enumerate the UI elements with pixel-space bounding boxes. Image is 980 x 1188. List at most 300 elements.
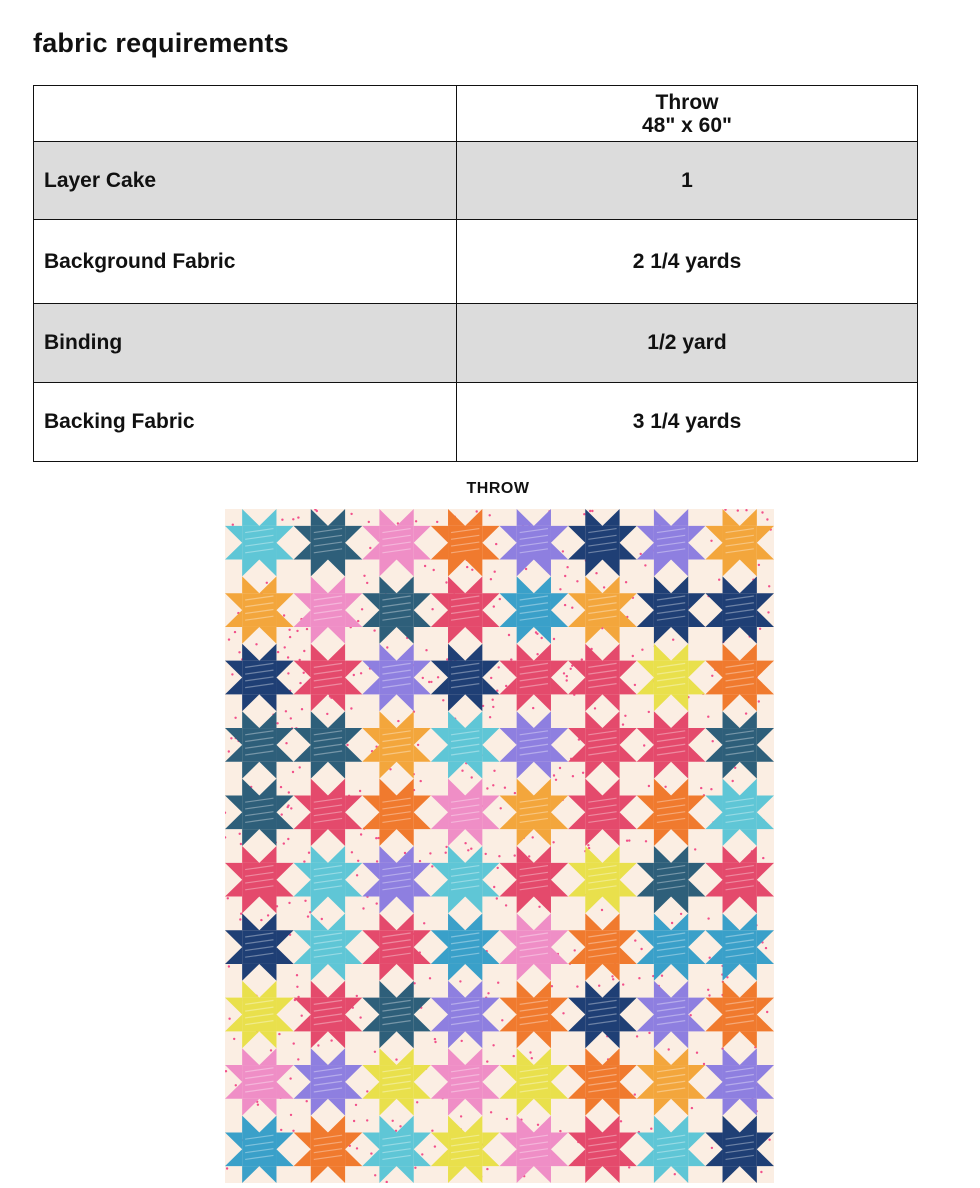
- background-dot: [289, 636, 291, 638]
- background-dot: [270, 1049, 272, 1051]
- background-dot: [287, 804, 289, 806]
- background-dot: [559, 588, 561, 590]
- background-dot: [434, 1041, 436, 1043]
- table-row: [34, 142, 918, 220]
- background-dot: [624, 715, 626, 717]
- background-dot: [690, 1014, 692, 1016]
- background-dot: [362, 907, 364, 909]
- background-dot: [303, 672, 305, 674]
- background-dot: [490, 578, 492, 580]
- background-dot: [707, 716, 709, 718]
- quilt-caption: THROW: [466, 480, 530, 497]
- background-dot: [497, 982, 499, 984]
- background-dot: [536, 633, 538, 635]
- background-dot: [235, 1084, 237, 1086]
- background-dot: [395, 1058, 397, 1060]
- background-dot: [266, 582, 268, 584]
- background-dot: [768, 1139, 770, 1141]
- background-dot: [471, 569, 473, 571]
- background-dot: [489, 514, 491, 516]
- background-dot: [712, 740, 714, 742]
- background-dot: [595, 572, 597, 574]
- background-dot: [661, 975, 663, 977]
- background-dot: [696, 1052, 698, 1054]
- background-dot: [238, 651, 240, 653]
- background-dot: [284, 646, 286, 648]
- background-dot: [628, 839, 630, 841]
- background-dot: [626, 840, 628, 842]
- background-dot: [634, 939, 636, 941]
- background-dot: [459, 980, 461, 982]
- background-dot: [281, 813, 283, 815]
- background-dot: [419, 860, 421, 862]
- background-dot: [290, 1114, 292, 1116]
- background-dot: [576, 580, 578, 582]
- background-dot: [589, 510, 591, 512]
- background-dot: [228, 750, 230, 752]
- background-dot: [280, 1129, 282, 1131]
- background-dot: [466, 566, 468, 568]
- background-dot: [228, 965, 230, 967]
- background-dot: [471, 776, 473, 778]
- row-amount: 3 1/4 yards: [457, 383, 918, 462]
- background-dot: [234, 717, 236, 719]
- background-dot: [330, 1039, 332, 1041]
- background-dot: [552, 841, 554, 843]
- background-dot: [611, 975, 613, 977]
- background-dot: [461, 770, 463, 772]
- table-header-row: [34, 86, 918, 142]
- background-dot: [234, 631, 236, 633]
- background-dot: [566, 675, 568, 677]
- background-dot: [564, 575, 566, 577]
- background-dot: [287, 672, 289, 674]
- background-dot: [226, 1167, 228, 1169]
- background-dot: [296, 974, 298, 976]
- background-dot: [369, 547, 371, 549]
- background-dot: [493, 605, 495, 607]
- background-dot: [492, 706, 494, 708]
- background-dot: [494, 571, 496, 573]
- row-amount: 2 1/4 yards: [457, 220, 918, 304]
- background-dot: [563, 672, 565, 674]
- background-dot: [377, 837, 379, 839]
- background-dot: [710, 788, 712, 790]
- background-dot: [428, 681, 430, 683]
- background-dot: [425, 649, 427, 651]
- background-dot: [486, 1168, 488, 1170]
- background-dot: [278, 1033, 280, 1035]
- background-dot: [506, 1118, 508, 1120]
- background-dot: [536, 653, 538, 655]
- background-dot: [571, 607, 573, 609]
- background-dot: [513, 1055, 515, 1057]
- background-dot: [767, 611, 769, 613]
- background-dot: [357, 620, 359, 622]
- background-dot: [709, 957, 711, 959]
- background-dot: [603, 586, 605, 588]
- background-dot: [640, 553, 642, 555]
- background-dot: [368, 521, 370, 523]
- background-dot: [370, 1152, 372, 1154]
- background-dot: [257, 1104, 259, 1106]
- background-dot: [283, 842, 285, 844]
- background-dot: [303, 650, 305, 652]
- background-dot: [416, 1101, 418, 1103]
- background-dot: [351, 851, 353, 853]
- background-dot: [297, 516, 299, 518]
- background-dot: [296, 986, 298, 988]
- background-dot: [476, 510, 478, 512]
- background-dot: [239, 918, 241, 920]
- background-dot: [492, 784, 494, 786]
- background-dot: [374, 1174, 376, 1176]
- background-dot: [703, 1063, 705, 1065]
- background-dot: [437, 676, 439, 678]
- background-dot: [505, 904, 507, 906]
- background-dot: [467, 849, 469, 851]
- background-dot: [648, 1032, 650, 1034]
- row-item: Background Fabric: [34, 220, 457, 304]
- background-dot: [532, 707, 534, 709]
- background-dot: [628, 1166, 630, 1168]
- background-dot: [570, 668, 572, 670]
- background-dot: [514, 854, 516, 856]
- background-dot: [356, 995, 358, 997]
- background-dot: [290, 807, 292, 809]
- background-dot: [566, 566, 568, 568]
- background-dot: [581, 658, 583, 660]
- background-dot: [376, 860, 378, 862]
- background-dot: [493, 770, 495, 772]
- row-item: Layer Cake: [34, 142, 457, 220]
- header-size-cell: [457, 86, 918, 142]
- background-dot: [492, 1044, 494, 1046]
- background-dot: [433, 569, 435, 571]
- row-amount: 1: [457, 142, 918, 220]
- background-dot: [487, 992, 489, 994]
- background-dot: [572, 775, 574, 777]
- background-dot: [359, 790, 361, 792]
- background-dot: [413, 982, 415, 984]
- background-dot: [297, 1058, 299, 1060]
- background-dot: [376, 902, 378, 904]
- background-dot: [434, 1038, 436, 1040]
- background-dot: [551, 985, 553, 987]
- table-row: [34, 383, 918, 462]
- background-dot: [399, 1125, 401, 1127]
- background-dot: [228, 1018, 230, 1020]
- background-dot: [640, 948, 642, 950]
- background-dot: [737, 509, 739, 511]
- background-dot: [707, 917, 709, 919]
- background-dot: [232, 524, 234, 526]
- background-dot: [289, 1077, 291, 1079]
- background-dot: [424, 565, 426, 567]
- background-dot: [531, 1057, 533, 1059]
- background-dot: [288, 791, 290, 793]
- background-dot: [710, 540, 712, 542]
- background-dot: [644, 564, 646, 566]
- quilt-svg: [225, 509, 774, 1183]
- background-dot: [537, 1124, 539, 1126]
- background-dot: [510, 658, 512, 660]
- background-dot: [745, 509, 747, 511]
- background-dot: [277, 651, 279, 653]
- background-dot: [361, 608, 363, 610]
- background-dot: [504, 787, 506, 789]
- background-dot: [680, 913, 682, 915]
- background-dot: [498, 666, 500, 668]
- background-dot: [500, 807, 502, 809]
- background-dot: [301, 708, 303, 710]
- background-dot: [292, 518, 294, 520]
- background-dot: [745, 712, 747, 714]
- background-dot: [668, 1048, 670, 1050]
- background-dot: [576, 985, 578, 987]
- background-dot: [622, 983, 624, 985]
- background-dot: [299, 766, 301, 768]
- background-dot: [594, 707, 596, 709]
- background-dot: [287, 656, 289, 658]
- background-dot: [283, 614, 285, 616]
- background-dot: [303, 860, 305, 862]
- background-dot: [759, 628, 761, 630]
- background-dot: [296, 630, 298, 632]
- background-dot: [429, 977, 431, 979]
- quilt-background: [225, 509, 774, 1183]
- background-dot: [346, 744, 348, 746]
- background-dot: [436, 521, 438, 523]
- background-dot: [492, 699, 494, 701]
- size-name: Throw: [655, 90, 719, 114]
- background-dot: [429, 852, 431, 854]
- background-dot: [501, 1019, 503, 1021]
- background-dot: [464, 842, 466, 844]
- background-dot: [672, 639, 674, 641]
- background-dot: [422, 677, 424, 679]
- size-dimensions: 48" x 60": [642, 113, 732, 137]
- background-dot: [532, 836, 534, 838]
- background-dot: [765, 947, 767, 949]
- background-dot: [288, 902, 290, 904]
- background-dot: [445, 852, 447, 854]
- background-dot: [317, 1044, 319, 1046]
- background-dot: [267, 914, 269, 916]
- background-dot: [768, 585, 770, 587]
- background-dot: [239, 833, 241, 835]
- background-dot: [498, 855, 500, 857]
- background-dot: [326, 713, 328, 715]
- background-dot: [636, 1035, 638, 1037]
- background-dot: [485, 853, 487, 855]
- background-dot: [508, 634, 510, 636]
- background-dot: [353, 1120, 355, 1122]
- background-dot: [758, 700, 760, 702]
- background-dot: [497, 867, 499, 869]
- background-dot: [638, 977, 640, 979]
- background-dot: [414, 1167, 416, 1169]
- background-dot: [625, 581, 627, 583]
- background-dot: [598, 985, 600, 987]
- background-dot: [691, 1107, 693, 1109]
- background-dot: [430, 681, 432, 683]
- background-dot: [528, 855, 530, 857]
- background-dot: [732, 780, 734, 782]
- background-dot: [288, 629, 290, 631]
- background-dot: [350, 707, 352, 709]
- background-dot: [420, 780, 422, 782]
- background-dot: [490, 1111, 492, 1113]
- background-dot: [299, 682, 301, 684]
- background-dot: [293, 1042, 295, 1044]
- background-dot: [292, 1130, 294, 1132]
- background-dot: [445, 846, 447, 848]
- background-dot: [285, 710, 287, 712]
- background-dot: [373, 629, 375, 631]
- background-dot: [529, 1051, 531, 1053]
- background-dot: [306, 628, 308, 630]
- background-dot: [360, 672, 362, 674]
- background-dot: [674, 1173, 676, 1175]
- background-dot: [304, 900, 306, 902]
- background-dot: [431, 1130, 433, 1132]
- background-dot: [321, 918, 323, 920]
- background-dot: [374, 1051, 376, 1053]
- background-dot: [643, 744, 645, 746]
- background-dot: [490, 677, 492, 679]
- background-dot: [470, 848, 472, 850]
- background-dot: [601, 909, 603, 911]
- background-dot: [591, 510, 593, 512]
- background-dot: [538, 906, 540, 908]
- background-dot: [525, 568, 527, 570]
- background-dot: [587, 844, 589, 846]
- background-dot: [308, 852, 310, 854]
- background-dot: [255, 643, 257, 645]
- background-dot: [559, 767, 561, 769]
- background-dot: [431, 608, 433, 610]
- background-dot: [648, 711, 650, 713]
- background-dot: [489, 716, 491, 718]
- background-dot: [486, 787, 488, 789]
- background-dot: [650, 1128, 652, 1130]
- background-dot: [292, 771, 294, 773]
- row-item: Backing Fabric: [34, 383, 457, 462]
- background-dot: [356, 1147, 358, 1149]
- background-dot: [761, 511, 763, 513]
- background-dot: [363, 575, 365, 577]
- background-dot: [366, 1090, 368, 1092]
- background-dot: [240, 913, 242, 915]
- background-dot: [718, 579, 720, 581]
- background-dot: [574, 949, 576, 951]
- background-dot: [386, 646, 388, 648]
- background-dot: [306, 1100, 308, 1102]
- background-dot: [228, 638, 230, 640]
- background-dot: [421, 1153, 423, 1155]
- background-dot: [664, 786, 666, 788]
- background-dot: [260, 919, 262, 921]
- background-dot: [553, 774, 555, 776]
- header-empty-cell: [34, 86, 457, 142]
- background-dot: [276, 722, 278, 724]
- background-dot: [442, 699, 444, 701]
- background-dot: [514, 792, 516, 794]
- background-dot: [290, 717, 292, 719]
- background-dot: [566, 679, 568, 681]
- background-dot: [582, 772, 584, 774]
- background-dot: [711, 675, 713, 677]
- background-dot: [281, 519, 283, 521]
- background-dot: [359, 1016, 361, 1018]
- background-dot: [620, 1120, 622, 1122]
- background-dot: [280, 786, 282, 788]
- background-dot: [766, 518, 768, 520]
- row-item: Binding: [34, 304, 457, 383]
- background-dot: [758, 564, 760, 566]
- background-dot: [230, 737, 232, 739]
- background-dot: [562, 1012, 564, 1014]
- background-dot: [423, 922, 425, 924]
- background-dot: [641, 649, 643, 651]
- background-dot: [541, 637, 543, 639]
- background-dot: [392, 1120, 394, 1122]
- background-dot: [461, 1040, 463, 1042]
- background-dot: [486, 1060, 488, 1062]
- background-dot: [434, 1145, 436, 1147]
- background-dot: [496, 897, 498, 899]
- table-row: [34, 220, 918, 304]
- background-dot: [762, 857, 764, 859]
- background-dot: [316, 510, 318, 512]
- background-dot: [366, 582, 368, 584]
- background-dot: [240, 843, 242, 845]
- background-dot: [499, 598, 501, 600]
- row-amount: 1/2 yard: [457, 304, 918, 383]
- background-dot: [559, 1130, 561, 1132]
- background-dot: [366, 1119, 368, 1121]
- background-dot: [648, 785, 650, 787]
- background-dot: [493, 886, 495, 888]
- background-dot: [553, 638, 555, 640]
- background-dot: [360, 833, 362, 835]
- background-dot: [301, 1015, 303, 1017]
- background-dot: [671, 922, 673, 924]
- background-dot: [285, 742, 287, 744]
- background-dot: [231, 673, 233, 675]
- background-dot: [353, 674, 355, 676]
- table-row: [34, 304, 918, 383]
- background-dot: [415, 520, 417, 522]
- background-dot: [634, 684, 636, 686]
- background-dot: [495, 543, 497, 545]
- background-dot: [356, 874, 358, 876]
- background-dot: [375, 837, 377, 839]
- background-dot: [350, 513, 352, 515]
- page-title: fabric requirements: [33, 28, 289, 58]
- background-dot: [708, 994, 710, 996]
- background-dot: [694, 848, 696, 850]
- background-dot: [431, 865, 433, 867]
- background-dot: [460, 1115, 462, 1117]
- background-dot: [505, 685, 507, 687]
- background-dot: [707, 989, 709, 991]
- background-dot: [632, 655, 634, 657]
- background-dot: [612, 978, 614, 980]
- background-dot: [700, 787, 702, 789]
- background-dot: [766, 1011, 768, 1013]
